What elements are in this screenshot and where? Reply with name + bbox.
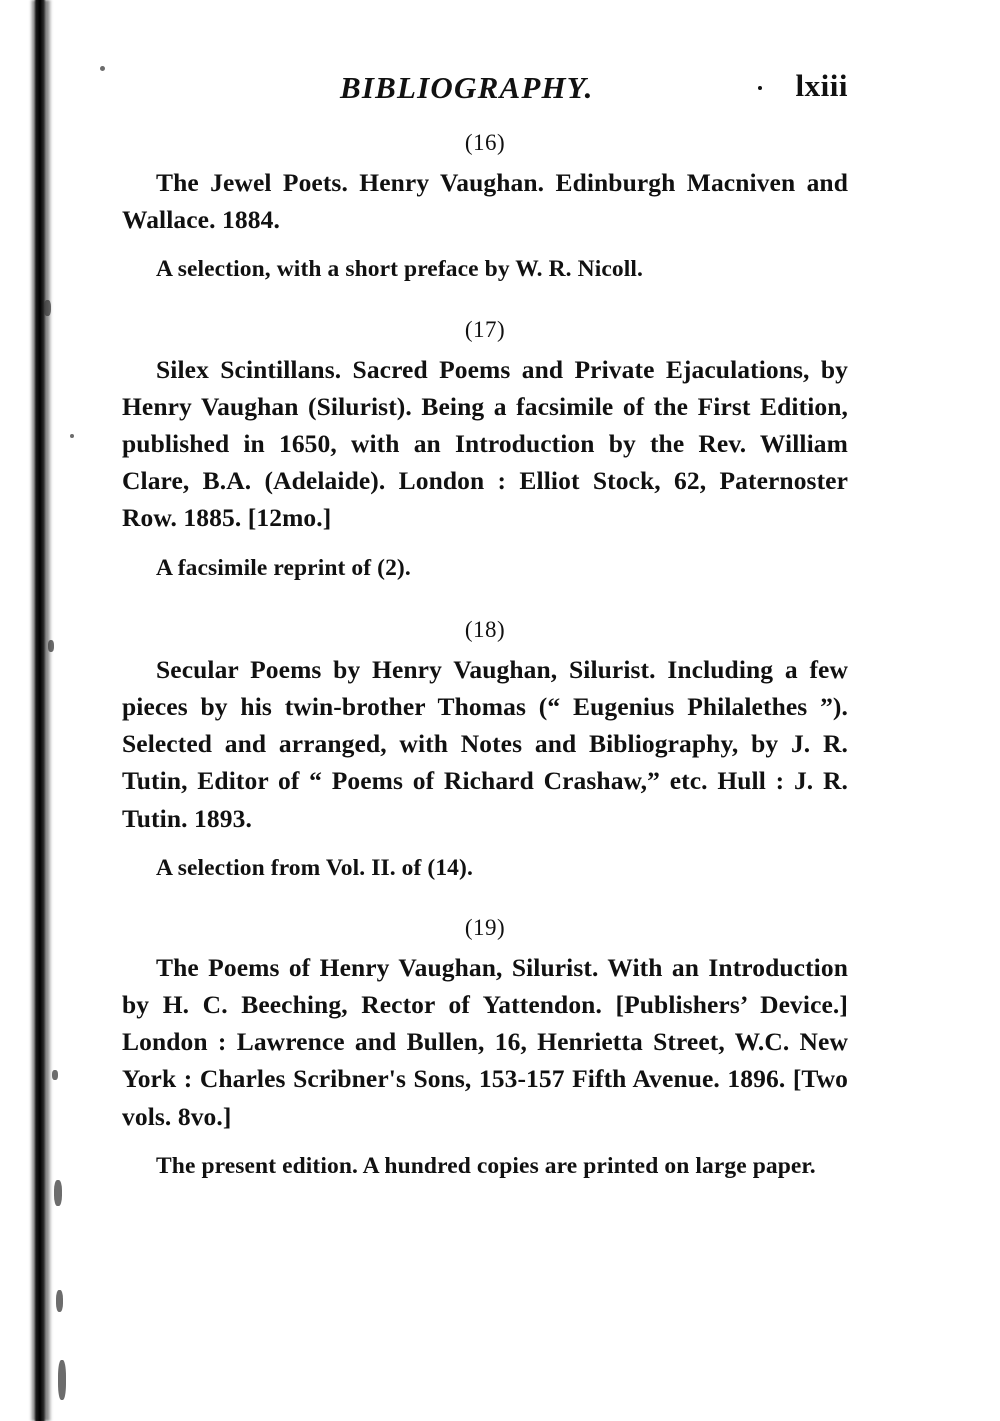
scan-speck	[58, 1360, 66, 1400]
binding-shadow-core	[34, 0, 46, 1421]
entry-note-text: A selection, with a short preface by W. R. Nicoll.	[156, 256, 643, 283]
entry-body-text: Secular Poems by Henry Vaughan, Silurist. Including a few pieces by his twin-brother Thomas (“ Eugenius Philalethes ”). Selected and arranged, with Notes and Bibliography, by J. R. Tutin, Editor of “ Poems of Richard Crashaw,” etc. Hull : J. R. Tutin. 1893.	[122, 654, 848, 833]
entry-body-text: Silex Scintillans. Sacred Poems and Private Ejaculations, by Henry Vaughan (Silurist). Being a facsimile of the First Edition, published in 1650, with an Introduction by the Rev. William Clare, B.A. (Adelaide). London : Elliot Stock, 62, Paternoster Row. 1885. [12mo.]	[122, 354, 848, 533]
bibliography-entry	[122, 317, 848, 585]
entry-note	[122, 551, 848, 585]
entry-note-text: A selection from Vol. II. of (14).	[156, 854, 473, 881]
scan-speck	[70, 434, 74, 438]
entry-note	[122, 252, 848, 286]
page-title: BIBLIOGRAPHY.	[340, 70, 594, 105]
folio-dot	[758, 86, 762, 90]
bibliography-entry	[122, 617, 848, 885]
entry-number: (19)	[464, 914, 506, 940]
scan-speck	[56, 1290, 63, 1312]
entry-body	[122, 651, 848, 837]
bibliography-entry	[122, 130, 848, 287]
entry-number: (18)	[464, 616, 506, 642]
scan-binding-shadow	[0, 0, 62, 1421]
entry-note	[122, 1149, 848, 1183]
page-number: lxiii	[795, 68, 848, 103]
entry-note	[122, 851, 848, 885]
entry-body	[122, 164, 848, 238]
bibliography-entry	[122, 915, 848, 1183]
scan-speck	[52, 1070, 58, 1080]
scan-speck	[44, 300, 51, 316]
scan-speck	[48, 640, 54, 652]
entry-body	[122, 351, 848, 537]
running-head	[122, 62, 848, 120]
scan-speck	[100, 66, 105, 71]
entry-body-text: The Jewel Poets. Henry Vaughan. Edinburgh Macniven and Wallace. 1884.	[122, 168, 848, 235]
entry-number: (17)	[464, 316, 506, 342]
entry-note-text: The present edition. A hundred copies are printed on large paper.	[156, 1152, 816, 1179]
entry-number: (16)	[464, 130, 506, 155]
entry-body-text: The Poems of Henry Vaughan, Silurist. With an Introduction by H. C. Beeching, Rector of Yattendon. [Publishers’ Device.] London : Lawrence and Bullen, 16, Henrietta Street, W.C. New York : Charles Scribner's Sons, 153-157 Fifth Avenue. 1896. [Two vols. 8vo.]	[122, 952, 848, 1131]
page-content	[122, 62, 848, 1183]
entry-note-text: A facsimile reprint of (2).	[156, 554, 411, 581]
entry-body	[122, 949, 848, 1135]
scan-speck	[54, 1180, 62, 1206]
